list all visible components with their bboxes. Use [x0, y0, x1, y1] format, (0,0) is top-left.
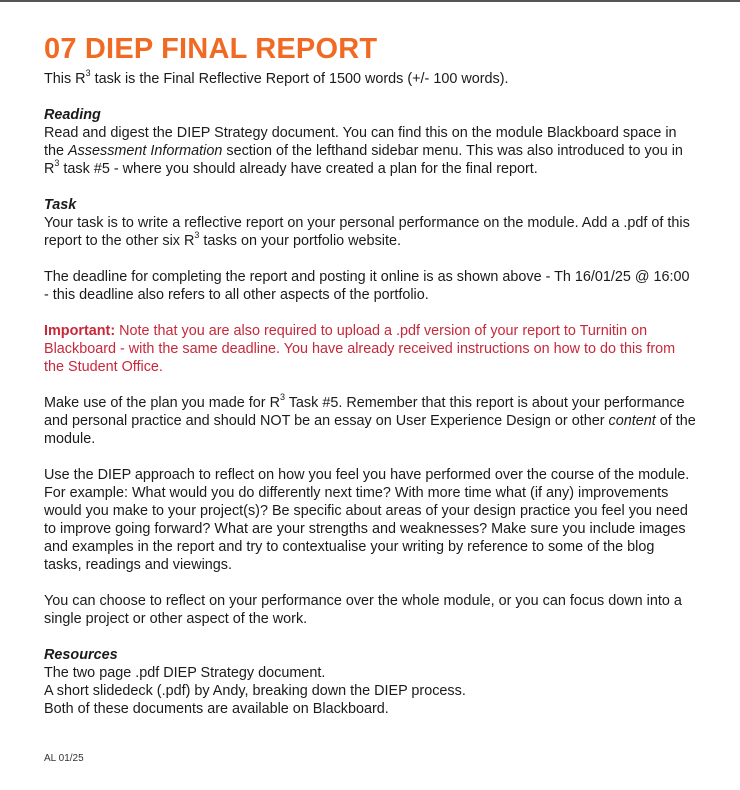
resource-item: The two page .pdf DIEP Strategy document. [44, 665, 326, 681]
document-page [44, 30, 704, 718]
resources-heading: Resources [44, 647, 118, 663]
deadline-line: - this deadline also refers to all other aspects of the portfolio. [44, 287, 429, 303]
important-notice-line: Blackboard - with the same deadline. You have already received instructions on how to do this from [44, 341, 676, 357]
reading-heading: Reading [44, 107, 101, 123]
page-title: 07 DIEP FINAL REPORT [44, 33, 378, 65]
diep-paragraph-line: For example: What would you do differently next time? With more time what (if any) improvements [44, 485, 669, 501]
reading-paragraph-line: the Assessment Information section of the lefthand sidebar menu. This was also introduced to you in [44, 143, 683, 159]
diep-paragraph-line: Use the DIEP approach to reflect on how you feel you have performed over the course of the module. [44, 467, 690, 483]
diep-paragraph-line: tasks, readings and viewings. [44, 557, 232, 573]
deadline-line: The deadline for completing the report and posting it online is as shown above - Th 16/01/25 @ 16:00 [44, 269, 690, 285]
reading-paragraph-line: $R^3$ task #5 - where you should already have created a plan for the final report. [44, 158, 538, 177]
important-notice-line: Important: Note that you are also required to upload a .pdf version of your report to Turnitin on [44, 323, 648, 339]
top-rule [0, 0, 740, 2]
task-heading: Task [44, 197, 77, 213]
diep-paragraph-line: and examples in the report and try to contextualise your writing by reference to some of the blog [44, 539, 655, 555]
important-label: Important: [44, 323, 116, 339]
resource-item: Both of these documents are available on Blackboard. [44, 701, 389, 717]
task-paragraph-line: Your task is to write a reflective report on your personal performance on the module. Add a .pdf of this [44, 215, 690, 231]
scope-paragraph-line: You can choose to reflect on your performance over the whole module, or you can focus down into a [44, 593, 682, 609]
diep-paragraph-line: to improve going forward? What are your strengths and weaknesses? Make sure you include images [44, 521, 686, 537]
intro-text: This $R^3$ task is the Final Reflective Report of 1500 words (+/- 100 words). [44, 68, 509, 87]
diep-paragraph-line: would you make to your project(s)? Be specific about areas of your design practice you feel you need [44, 503, 688, 519]
reading-paragraph-line: Read and digest the DIEP Strategy document. You can find this on the module Blackboard space in [44, 125, 677, 141]
resource-item: A short slidedeck (.pdf) by Andy, breaking down the DIEP process. [44, 683, 466, 699]
scope-paragraph-line: single project or other aspect of the work. [44, 611, 308, 627]
task-paragraph-line: report to the other six $R^3$ tasks on your portfolio website. [44, 230, 401, 249]
footer-code: AL 01/25 [44, 753, 84, 764]
plan-paragraph-line: and personal practice and should NOT be an essay on User Experience Design or other content of the [44, 413, 696, 429]
important-notice-line: the Student Office. [44, 359, 163, 375]
plan-paragraph-line: module. [44, 431, 96, 447]
plan-paragraph-line: Make use of the plan you made for $R^3$ Task #5. Remember that this report is about your performance [44, 392, 685, 411]
